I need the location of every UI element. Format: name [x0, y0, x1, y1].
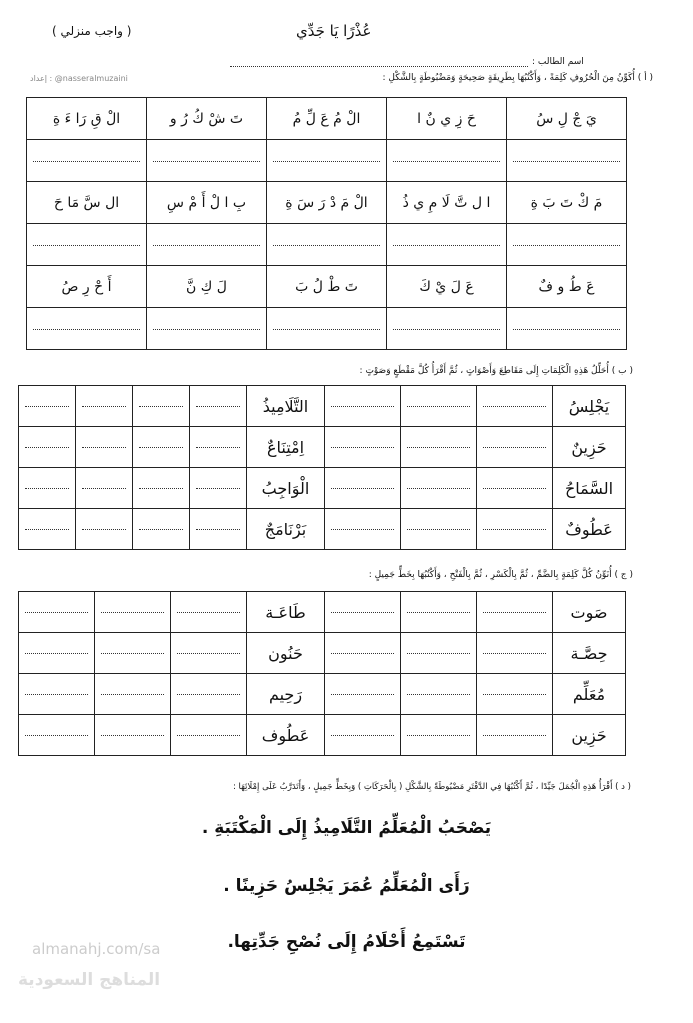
- answer-cell[interactable]: [190, 509, 247, 550]
- word-cell: عَطُوفٌ: [553, 509, 626, 550]
- answer-cell[interactable]: [401, 715, 477, 756]
- answer-cell[interactable]: [147, 308, 267, 350]
- word-cell: الْوَاجِبُ: [247, 468, 325, 509]
- word-cell: عَطُوف: [247, 715, 325, 756]
- word-cell: التَّلَامِيذُ: [247, 386, 325, 427]
- answer-cell[interactable]: [267, 224, 387, 266]
- letters-cell: أَ حْ رِ صُ: [27, 266, 147, 308]
- table-row: [19, 633, 626, 674]
- answer-cell[interactable]: [401, 592, 477, 633]
- answer-cell[interactable]: [387, 140, 507, 182]
- answer-cell[interactable]: [325, 715, 401, 756]
- answer-cell[interactable]: [171, 633, 247, 674]
- answer-cell[interactable]: [477, 674, 553, 715]
- student-name-line: [230, 66, 528, 67]
- answer-cell[interactable]: [19, 386, 76, 427]
- prepared-by: إعداد : @nasseralmuzaini: [30, 74, 128, 83]
- section-b-instruction: ( ب ) أُحَلِّلُ هَذِهِ الْكَلِمَاتِ إِلَى مَقَاطِعَ وَأَصْوَاتٍ ، ثُمَّ أَقْرَأُ كُلَّ مَقْطَعٍ وَصَوْتٍ :: [359, 366, 633, 376]
- answer-cell[interactable]: [171, 715, 247, 756]
- answer-cell[interactable]: [477, 386, 553, 427]
- letters-cell: عَ لَ يْ كَ: [387, 266, 507, 308]
- letters-cell: عَ طُ و فٌ: [507, 266, 627, 308]
- answer-cell[interactable]: [387, 224, 507, 266]
- answer-cell[interactable]: [267, 308, 387, 350]
- student-name-label: اسم الطالب :: [532, 57, 584, 67]
- answer-cell[interactable]: [95, 592, 171, 633]
- answer-cell[interactable]: [477, 427, 553, 468]
- section-d-instruction: ( د ) أَقْرَأُ هَذِهِ الْجُمَلَ جَيِّدًا ، ثُمَّ أَكْتُبُهَا فِي الدَّفْتَرِ مَضْبُوطَةً بِالشَّكْلِ ( بِالْحَرَكَاتِ ) وَبِخَطٍّ جَمِيلٍ ، وَأَتَدَرَّبُ عَلَى إِمْلَائِهَا :: [232, 782, 631, 792]
- answer-cell[interactable]: [507, 140, 627, 182]
- word-cell: السَّمَاحُ: [553, 468, 626, 509]
- answer-row: [27, 140, 627, 182]
- letters-cell: ال سَّ مَا حَ: [27, 182, 147, 224]
- letters-cell: يَ جْ لِ سُ: [507, 98, 627, 140]
- answer-cell[interactable]: [477, 633, 553, 674]
- letters-cell: الْ مُ عَ لِّ مُ: [267, 98, 387, 140]
- letters-cell: تَ شْ كُ رُ و: [147, 98, 267, 140]
- letters-cell: الْ مَ دْ رَ سَ ةِ: [267, 182, 387, 224]
- answer-cell[interactable]: [76, 509, 133, 550]
- letters-cell: الْ قِ رَا ءَ ةِ: [27, 98, 147, 140]
- letters-row: [27, 98, 627, 140]
- answer-cell[interactable]: [190, 427, 247, 468]
- letters-cell: لَ كِ نَّ: [147, 266, 267, 308]
- answer-row: [27, 308, 627, 350]
- answer-cell[interactable]: [95, 715, 171, 756]
- answer-cell[interactable]: [325, 674, 401, 715]
- answer-cell[interactable]: [507, 308, 627, 350]
- answer-cell[interactable]: [19, 633, 95, 674]
- answer-cell[interactable]: [133, 427, 190, 468]
- answer-cell[interactable]: [76, 386, 133, 427]
- word-cell: صَوت: [553, 592, 626, 633]
- homework-label: ( واجب منزلي ): [52, 24, 132, 38]
- answer-cell[interactable]: [27, 308, 147, 350]
- section-a-instruction: ( أ ) أُكَوِّنُ مِنَ الْحُرُوفِ كَلِمَةً ، وَأَكْتُبُهَا بِطَرِيقَةٍ صَحِيحَةٍ وَمَضْبُوطَةٍ بِالشَّكْلِ :: [382, 73, 653, 83]
- answer-cell[interactable]: [76, 468, 133, 509]
- table-row: [19, 592, 626, 633]
- letters-cell: مَ كْ تَ بَ ةِ: [507, 182, 627, 224]
- answer-cell[interactable]: [27, 224, 147, 266]
- answer-cell[interactable]: [325, 427, 401, 468]
- answer-cell[interactable]: [190, 386, 247, 427]
- answer-cell[interactable]: [387, 308, 507, 350]
- answer-cell[interactable]: [477, 509, 553, 550]
- answer-cell[interactable]: [477, 592, 553, 633]
- answer-cell[interactable]: [401, 674, 477, 715]
- answer-cell[interactable]: [401, 427, 477, 468]
- answer-cell[interactable]: [325, 386, 401, 427]
- answer-cell[interactable]: [133, 468, 190, 509]
- answer-cell[interactable]: [401, 386, 477, 427]
- answer-cell[interactable]: [76, 427, 133, 468]
- answer-cell[interactable]: [95, 674, 171, 715]
- answer-cell[interactable]: [95, 633, 171, 674]
- word-cell: اِمْتِنَاعٌ: [247, 427, 325, 468]
- letters-row: [27, 182, 627, 224]
- answer-cell[interactable]: [19, 674, 95, 715]
- answer-cell[interactable]: [19, 468, 76, 509]
- watermark-site: almanahj.com/sa: [32, 940, 161, 958]
- letters-table: [26, 97, 627, 350]
- letters-cell: ا ل تَّ لَا مِ ي ذُ: [387, 182, 507, 224]
- sentence: تَسْتَمِعُ أَحْلَامُ إِلَى نُصْحِ جَدِّتِها.: [227, 932, 466, 952]
- watermark-brand: المناهج السعودية: [18, 970, 161, 990]
- table-row: [19, 468, 626, 509]
- sentence: يَصْحَبُ الْمُعَلِّمُ التَّلَامِيذُ إِلَى الْمَكْتَبَةِ .: [201, 818, 492, 838]
- answer-cell[interactable]: [325, 509, 401, 550]
- answer-cell[interactable]: [401, 633, 477, 674]
- answer-cell[interactable]: [267, 140, 387, 182]
- table-row: [19, 674, 626, 715]
- answer-cell[interactable]: [507, 224, 627, 266]
- word-cell: حَزِينٌ: [553, 427, 626, 468]
- answer-cell[interactable]: [133, 386, 190, 427]
- word-cell: حَنُون: [247, 633, 325, 674]
- answer-cell[interactable]: [325, 633, 401, 674]
- table-row: [19, 427, 626, 468]
- table-row: [19, 715, 626, 756]
- letters-cell: بِ ا لْ أَ مْ سِ: [147, 182, 267, 224]
- table-row: [19, 386, 626, 427]
- page-title: عُذْرًا يَا جَدِّي: [296, 22, 372, 40]
- sentence: رَأَى الْمُعَلِّمُ عُمَرَ يَجْلِسُ حَزِينًا .: [223, 876, 470, 896]
- answer-cell[interactable]: [401, 509, 477, 550]
- answer-row: [27, 224, 627, 266]
- word-cell: مُعَلِّم: [553, 674, 626, 715]
- answer-cell[interactable]: [147, 224, 267, 266]
- tanween-table: [18, 591, 626, 756]
- word-cell: طَاعَـة: [247, 592, 325, 633]
- word-cell: بَرْنَامَجٌ: [247, 509, 325, 550]
- answer-cell[interactable]: [171, 674, 247, 715]
- word-cell: حِصَّـة: [553, 633, 626, 674]
- answer-cell[interactable]: [401, 468, 477, 509]
- answer-cell[interactable]: [171, 592, 247, 633]
- letters-cell: حَ زِ ي نٌ ا: [387, 98, 507, 140]
- table-row: [19, 509, 626, 550]
- answer-cell[interactable]: [477, 468, 553, 509]
- answer-cell[interactable]: [19, 509, 76, 550]
- answer-cell[interactable]: [19, 592, 95, 633]
- answer-cell[interactable]: [190, 468, 247, 509]
- letters-row: [27, 266, 627, 308]
- answer-cell[interactable]: [325, 592, 401, 633]
- answer-cell[interactable]: [19, 715, 95, 756]
- answer-cell[interactable]: [27, 140, 147, 182]
- answer-cell[interactable]: [147, 140, 267, 182]
- answer-cell[interactable]: [133, 509, 190, 550]
- word-cell: حَزِين: [553, 715, 626, 756]
- letters-cell: تَ طْ لُ بَ: [267, 266, 387, 308]
- answer-cell[interactable]: [325, 468, 401, 509]
- word-cell: رَحِيم: [247, 674, 325, 715]
- section-c-instruction: ( ج ) أُنَوِّنُ كُلَّ كَلِمَةٍ بِالضَّمِّ ، ثُمَّ بِالْكَسْرِ ، ثُمَّ بِالْفَتْحِ ، وَأَكْتُبُهَا بِخَطٍّ جَمِيلٍ :: [368, 570, 633, 580]
- word-cell: يَجْلِسُ: [553, 386, 626, 427]
- syllables-table: [18, 385, 626, 550]
- answer-cell[interactable]: [19, 427, 76, 468]
- answer-cell[interactable]: [477, 715, 553, 756]
